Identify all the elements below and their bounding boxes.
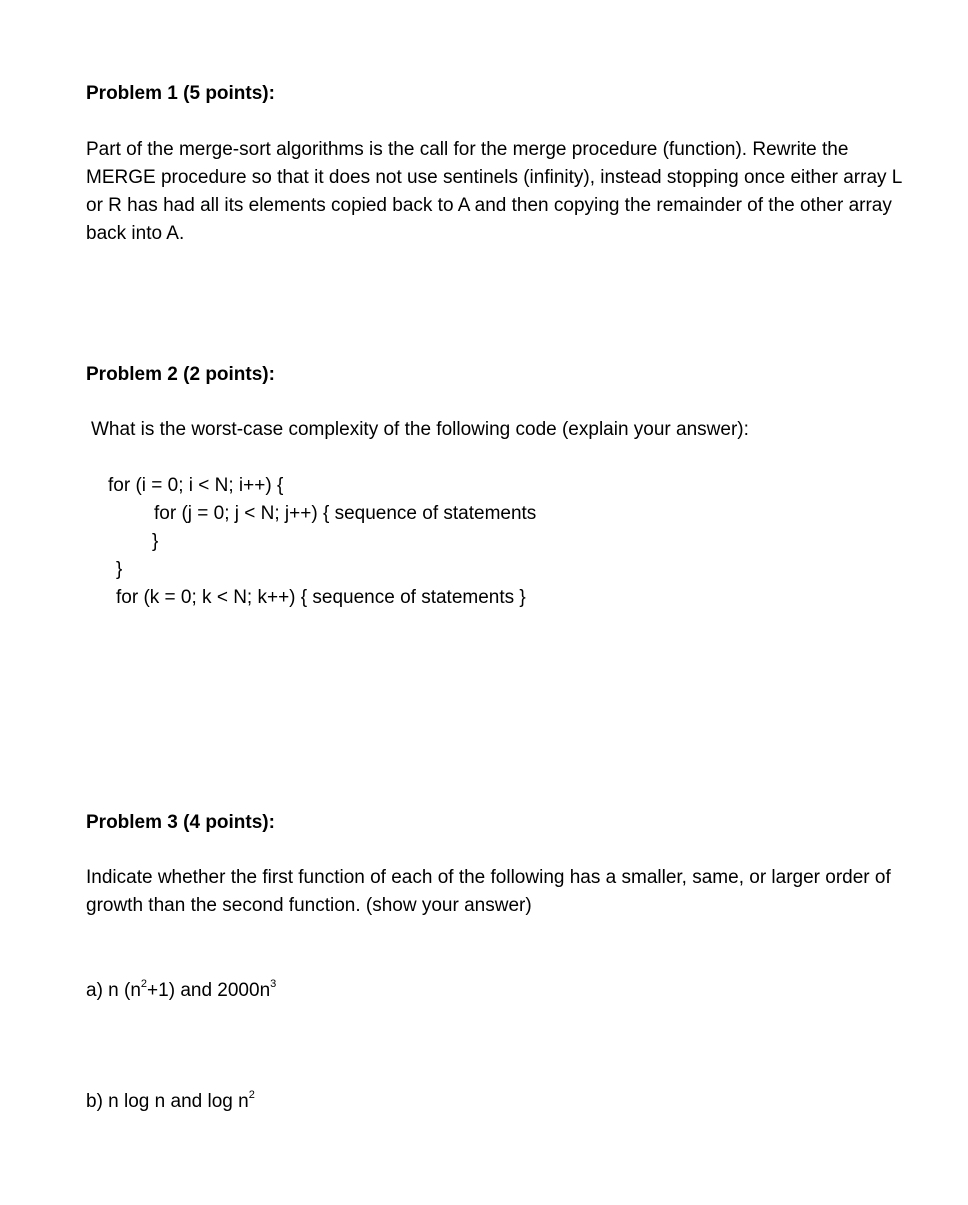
item-a-superscript-2: 3 [270, 977, 277, 990]
problem-1-text: Part of the merge-sort algorithms is the call for the merge procedure (function). Rewrite the MERGE procedure so that it does not use sentinels (infinity), instead stopping once either array L or R has had all its elements copied back to A and then copying the remainder of the other array back into A. [86, 139, 902, 244]
code-line: } [152, 531, 159, 552]
problem-3-heading: Problem 3 (4 points): [86, 812, 275, 833]
code-line: for (j = 0; j < N; j++) { sequence of statements [154, 503, 537, 524]
item-b-superscript-1: 2 [248, 1088, 255, 1101]
item-b-text-1: b) n log n and log n [86, 1091, 249, 1112]
code-line: for (i = 0; i < N; i++) { [108, 475, 284, 496]
item-a-text-2: +1) and 2000n [147, 980, 271, 1001]
problem-3-text: Indicate whether the first function of each of the following has a smaller, same, or larger order of growth than the second function. (show your answer) [86, 867, 891, 916]
item-a-text-1: a) n (n [86, 980, 141, 1001]
problem-1-heading: Problem 1 (5 points): [86, 83, 275, 104]
item-a-superscript-1: 2 [140, 977, 148, 990]
problem-3-item-a [86, 977, 276, 1005]
problem-3-item-b [86, 1088, 255, 1116]
code-line: } [116, 559, 123, 580]
problem-2-question: What is the worst-case complexity of the following code (explain your answer): [91, 419, 749, 440]
problem-2-heading: Problem 2 (2 points): [86, 364, 275, 385]
code-line: for (k = 0; k < N; k++) { sequence of statements } [116, 587, 526, 608]
